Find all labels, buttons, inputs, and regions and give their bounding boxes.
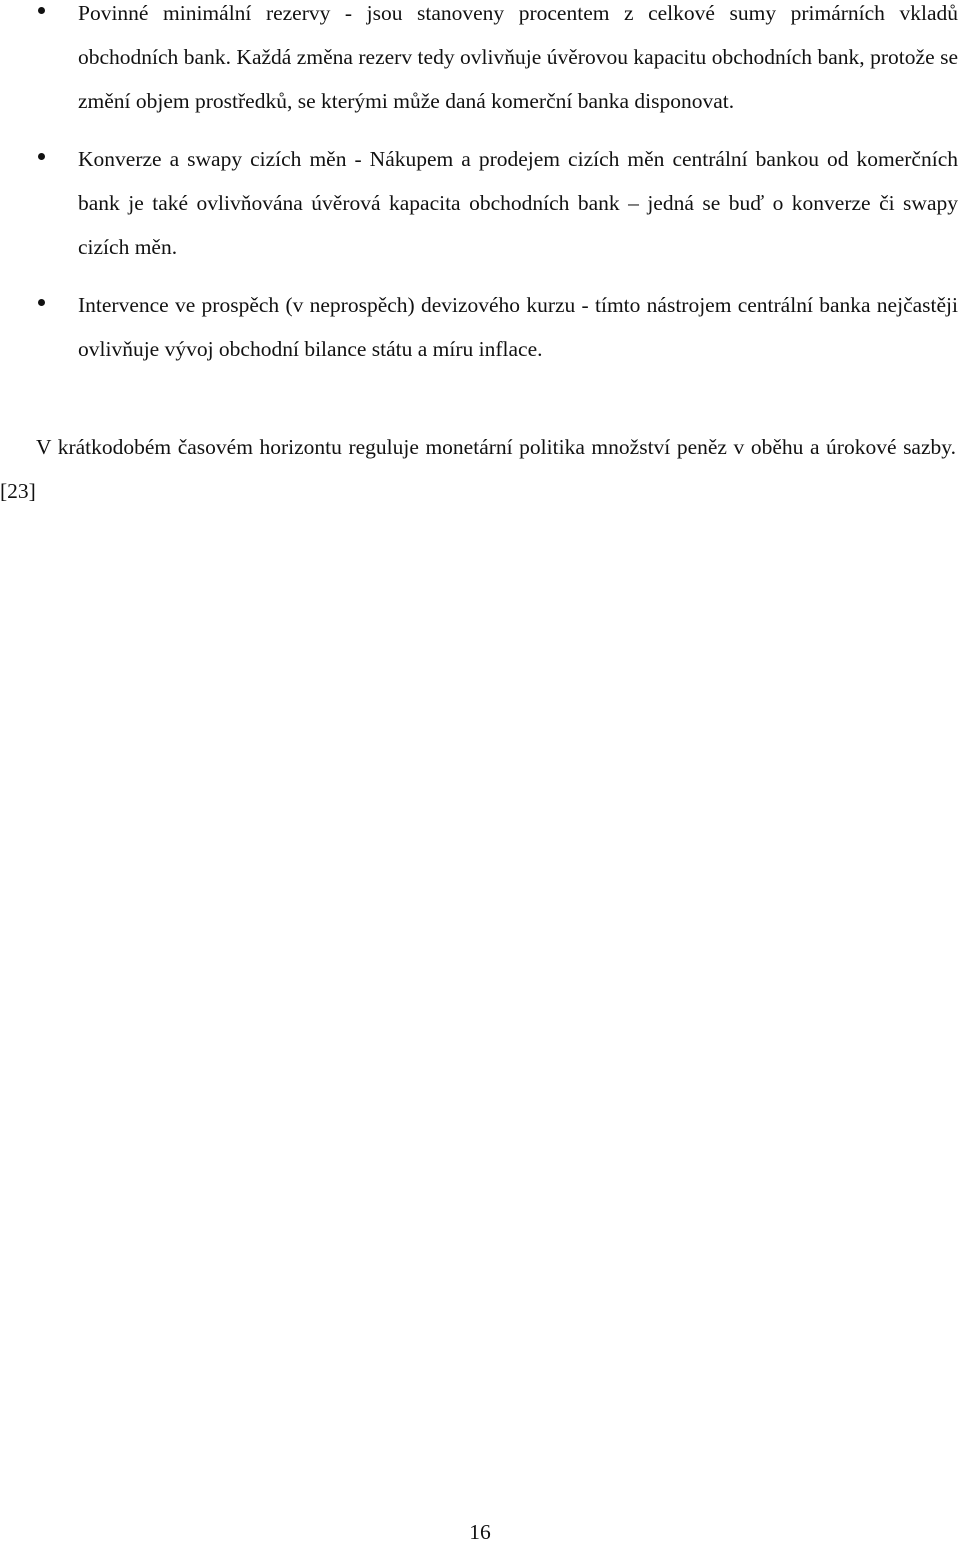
page-number: 16 [469, 1520, 491, 1544]
bullet-item-currency-swaps [0, 137, 960, 269]
bullet-text: Konverze a swapy cizích měn - Nákupem a prodejem cizích měn centrální bankou od komerčních bank je také ovlivňována úvěrová kapacita obchodních bank – jedná se buď o konverze či swapy cizích měn. [78, 147, 958, 259]
bullet-dot-icon [38, 299, 45, 306]
bullet-list [0, 0, 960, 371]
bullet-item-exchange-rate-intervention [0, 283, 960, 371]
bullet-item-required-reserves [0, 0, 960, 123]
bullet-text: Povinné minimální rezervy - jsou stanoveny procentem z celkové sumy primárních vkladů obchodních bank. Každá změna rezerv tedy ovlivňuje úvěrovou kapacitu obchodních bank, protože se změní objem prostředků, se kterými může daná komerční banka disponovat. [78, 1, 958, 113]
bullet-text: Intervence ve prospěch (v neprospěch) devizového kurzu - tímto nástrojem centrální banka nejčastěji ovlivňuje vývoj obchodní bilance státu a míru inflace. [78, 293, 958, 361]
bullet-dot-icon [38, 153, 45, 160]
bullet-dot-icon [38, 7, 45, 14]
body-paragraph: V krátkodobém časovém horizontu reguluje monetární politika množství peněz v oběhu a úrokové sazby.[23] [0, 435, 956, 503]
